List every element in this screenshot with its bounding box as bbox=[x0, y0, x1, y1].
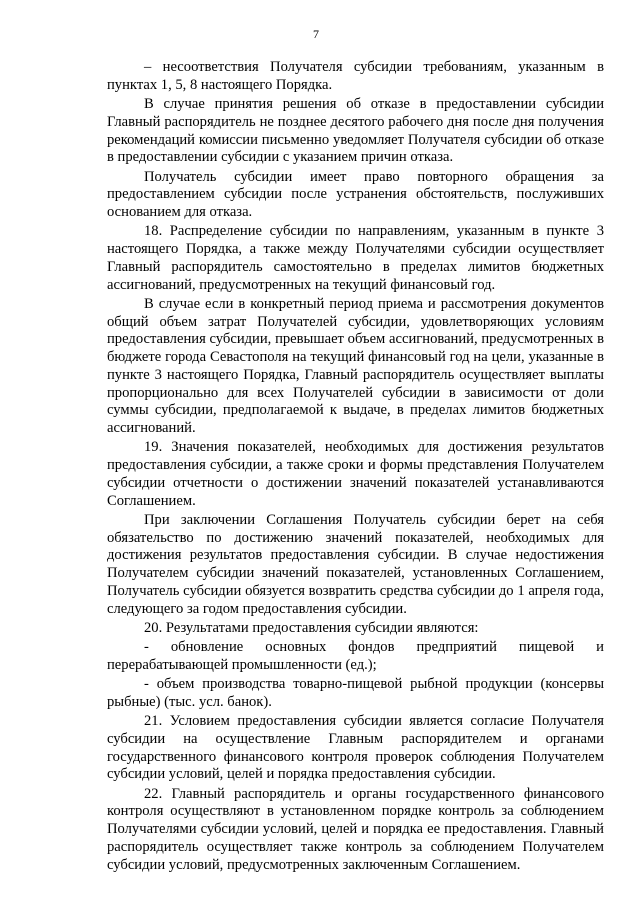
paragraph-rejection-reason: – несоответствия Получателя субсидии требованиям, указанным в пунктах 1, 5, 8 настоящего Порядка. bbox=[107, 59, 604, 93]
paragraph-agreement-obligation: При заключении Соглашения Получатель субсидии берет на себя обязательство по достижению значений показателей, необходимых для достижения результатов предоставления субсидии. В случае недостижения Получателем субсидии значений показателей, установленных Соглашением, Получатель субсидии обязуется возвратить средства субсидии до 1 апреля года, следующего за годом предоставления субсидии. bbox=[107, 511, 604, 617]
paragraph-item-21: 21. Условием предоставления субсидии является согласие Получателя субсидии на осуществление Главным распорядителем и органами государственного финансового контроля проверок соблюдения Получателем субсидии условий, целей и порядка предоставления субсидии. bbox=[107, 713, 604, 783]
list-item-fish-production: - объем производства товарно-пищевой рыбной продукции (консервы рыбные) (тыс. усл. банок). bbox=[107, 676, 604, 710]
paragraph-rejection-notice: В случае принятия решения об отказе в предоставлении субсидии Главный распорядитель не позднее десятого рабочего дня после дня получения рекомендаций комиссии письменно уведомляет Получателя субсидии об отказе в предоставлении субсидии с указанием причин отказа. bbox=[107, 96, 604, 166]
paragraph-item-18: 18. Распределение субсидии по направлениям, указанным в пункте 3 настоящего Порядка, а также между Получателями субсидии осуществляет Главный распорядитель самостоятельно в пределах лимитов бюджетных ассигнований, предусмотренных на текущий финансовый год. bbox=[107, 223, 604, 293]
document-body bbox=[107, 59, 604, 876]
paragraph-item-22: 22. Главный распорядитель и органы государственного финансового контроля осуществляют в установленном порядке контроль за соблюдением Получателями субсидии условий, целей и порядка ее предоставления. Главный распорядитель осуществляет также контроль за соблюдением Получателем субсидии условий, предусмотренных заключенным Соглашением. bbox=[107, 785, 604, 873]
paragraph-reapplication-right: Получатель субсидии имеет право повторного обращения за предоставлением субсидии после устранения обстоятельств, послуживших основанием для отказа. bbox=[107, 168, 604, 220]
paragraph-proportional-payments: В случае если в конкретный период приема и рассмотрения документов общий объем затрат Получателей субсидии, удовлетворяющих условиям предоставления субсидии, превышает объем ассигнований, предусмотренных в бюджете города Севастополя на текущий финансовый год на цели, указанные в пункте 3 настоящего Порядка, Главный распорядитель осуществляет выплаты пропорционально для всех Получателей субсидии в зависимости от доли суммы субсидии, предполагаемой к выдаче, в пределах лимитов бюджетных ассигнований. bbox=[107, 295, 604, 436]
list-item-fixed-assets: - обновление основных фондов предприятий пищевой и перерабатывающей промышленности (ед.); bbox=[107, 639, 604, 673]
paragraph-item-20: 20. Результатами предоставления субсидии являются: bbox=[144, 619, 479, 636]
page-number: 7 bbox=[313, 27, 319, 41]
paragraph-item-19: 19. Значения показателей, необходимых для достижения результатов предоставления субсидии, а также сроки и формы представления Получателем субсидии отчетности о достижении значений показателей устанавливаются Соглашением. bbox=[107, 439, 604, 509]
